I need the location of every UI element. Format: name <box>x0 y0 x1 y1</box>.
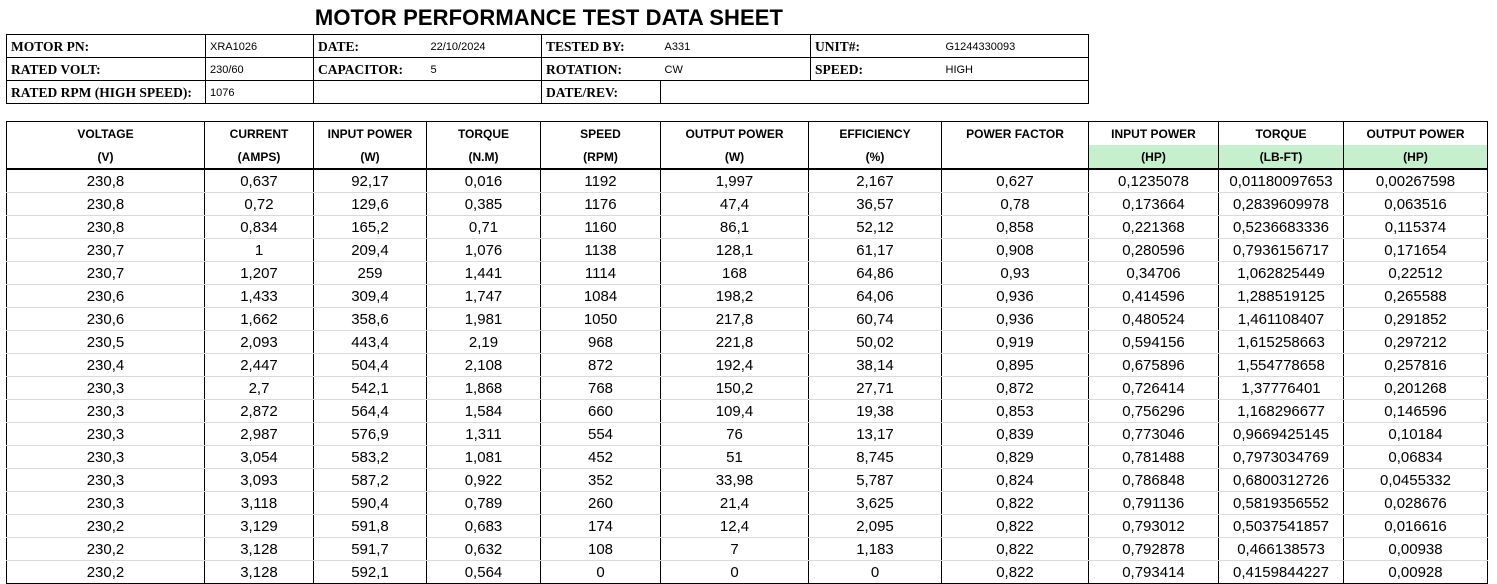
table-cell: 309,4 <box>314 285 427 308</box>
table-row <box>7 561 1488 584</box>
table-cell: 51 <box>661 446 809 469</box>
motor-pn-value: XRA1026 <box>206 35 314 58</box>
table-cell: 2,095 <box>809 515 942 538</box>
table-cell: 3,625 <box>809 492 942 515</box>
table-cell: 0,0455332 <box>1344 469 1488 492</box>
table-cell: 192,4 <box>661 354 809 377</box>
date-value: 22/10/2024 <box>427 35 542 58</box>
table-cell: 230,3 <box>7 446 205 469</box>
table-cell: 0,34706 <box>1089 262 1219 285</box>
table-cell: 50,02 <box>809 331 942 354</box>
table-cell: 0,5236683336 <box>1219 216 1344 239</box>
table-cell: 0,637 <box>205 169 314 193</box>
table-cell: 587,2 <box>314 469 427 492</box>
motor-pn-label: MOTOR PN: <box>7 35 206 58</box>
table-cell: 0,895 <box>942 354 1089 377</box>
table-cell: 2,7 <box>205 377 314 400</box>
table-cell: 21,4 <box>661 492 809 515</box>
table-cell: 0,72 <box>205 193 314 216</box>
table-cell: 230,3 <box>7 492 205 515</box>
table-row <box>7 285 1488 308</box>
table-cell: 0,919 <box>942 331 1089 354</box>
table-cell: 38,14 <box>809 354 942 377</box>
info-row-3 <box>7 81 1089 104</box>
table-cell: 452 <box>541 446 661 469</box>
table-row <box>7 216 1488 239</box>
table-cell: 198,2 <box>661 285 809 308</box>
table-cell: 0,7973034769 <box>1219 446 1344 469</box>
table-cell: 3,054 <box>205 446 314 469</box>
table-cell: 0,06834 <box>1344 446 1488 469</box>
table-cell: 128,1 <box>661 239 809 262</box>
table-cell: 209,4 <box>314 239 427 262</box>
rotation-value: CW <box>661 58 811 81</box>
table-cell: 61,17 <box>809 239 942 262</box>
table-cell: 230,6 <box>7 308 205 331</box>
empty-cell <box>942 81 1089 104</box>
table-row <box>7 469 1488 492</box>
table-row <box>7 400 1488 423</box>
table-cell: 0,2839609978 <box>1219 193 1344 216</box>
table-row <box>7 193 1488 216</box>
table-cell: 0,00938 <box>1344 538 1488 561</box>
table-cell: 1,441 <box>427 262 541 285</box>
table-cell: 1,37776401 <box>1219 377 1344 400</box>
table-cell: 1,997 <box>661 169 809 193</box>
tested-by-label: TESTED BY: <box>542 35 661 58</box>
col-header: INPUT POWER <box>1089 122 1219 146</box>
table-cell: 0,683 <box>427 515 541 538</box>
table-cell: 0,414596 <box>1089 285 1219 308</box>
table-cell: 590,4 <box>314 492 427 515</box>
table-cell: 8,745 <box>809 446 942 469</box>
table-cell: 0,1235078 <box>1089 169 1219 193</box>
table-cell: 52,12 <box>809 216 942 239</box>
col-unit: (W) <box>314 145 427 169</box>
table-cell: 0,594156 <box>1089 331 1219 354</box>
motor-info-table <box>6 34 1089 104</box>
table-cell: 352 <box>541 469 661 492</box>
table-cell: 1,081 <box>427 446 541 469</box>
table-cell: 0,822 <box>942 515 1089 538</box>
table-cell: 221,8 <box>661 331 809 354</box>
date-rev-value <box>661 81 811 104</box>
table-cell: 60,74 <box>809 308 942 331</box>
table-cell: 1,747 <box>427 285 541 308</box>
info-row-2 <box>7 58 1089 81</box>
table-cell: 1114 <box>541 262 661 285</box>
table-cell: 0,201268 <box>1344 377 1488 400</box>
table-cell: 1050 <box>541 308 661 331</box>
table-cell: 230,2 <box>7 538 205 561</box>
table-cell: 0,71 <box>427 216 541 239</box>
table-cell: 108 <box>541 538 661 561</box>
table-cell: 583,2 <box>314 446 427 469</box>
unit-row <box>7 145 1488 169</box>
table-cell: 0,781488 <box>1089 446 1219 469</box>
data-table-body <box>7 169 1488 584</box>
table-row <box>7 423 1488 446</box>
table-cell: 0,028676 <box>1344 492 1488 515</box>
speed-label: SPEED: <box>811 58 942 81</box>
table-row <box>7 492 1488 515</box>
table-cell: 230,3 <box>7 469 205 492</box>
table-cell: 3,118 <box>205 492 314 515</box>
table-row <box>7 169 1488 193</box>
col-unit: (HP) <box>1089 145 1219 169</box>
table-cell: 0,793414 <box>1089 561 1219 584</box>
table-cell: 3,128 <box>205 538 314 561</box>
table-cell: 7 <box>661 538 809 561</box>
table-cell: 0,632 <box>427 538 541 561</box>
table-cell: 0,9669425145 <box>1219 423 1344 446</box>
table-cell: 230,8 <box>7 193 205 216</box>
table-cell: 1,554778658 <box>1219 354 1344 377</box>
table-cell: 260 <box>541 492 661 515</box>
table-cell: 0,146596 <box>1344 400 1488 423</box>
table-cell: 0,257816 <box>1344 354 1488 377</box>
performance-data-table <box>6 121 1488 584</box>
table-cell: 0,829 <box>942 446 1089 469</box>
table-cell: 1,062825449 <box>1219 262 1344 285</box>
table-cell: 0,789 <box>427 492 541 515</box>
table-cell: 0,480524 <box>1089 308 1219 331</box>
table-cell: 0,726414 <box>1089 377 1219 400</box>
table-cell: 13,17 <box>809 423 942 446</box>
table-cell: 64,86 <box>809 262 942 285</box>
table-cell: 1 <box>205 239 314 262</box>
table-cell: 358,6 <box>314 308 427 331</box>
table-cell: 19,38 <box>809 400 942 423</box>
capacitor-label: CAPACITOR: <box>314 58 427 81</box>
table-cell: 1,868 <box>427 377 541 400</box>
table-cell: 217,8 <box>661 308 809 331</box>
table-row <box>7 262 1488 285</box>
table-cell: 0,466138573 <box>1219 538 1344 561</box>
table-cell: 0,908 <box>942 239 1089 262</box>
table-cell: 86,1 <box>661 216 809 239</box>
table-cell: 27,71 <box>809 377 942 400</box>
table-cell: 0,4159844227 <box>1219 561 1344 584</box>
table-cell: 0,822 <box>942 538 1089 561</box>
table-cell: 230,2 <box>7 515 205 538</box>
table-cell: 0,675896 <box>1089 354 1219 377</box>
table-cell: 0,936 <box>942 285 1089 308</box>
col-header: POWER FACTOR <box>942 122 1089 146</box>
table-cell: 230,5 <box>7 331 205 354</box>
table-row <box>7 538 1488 561</box>
table-cell: 768 <box>541 377 661 400</box>
col-header: CURRENT <box>205 122 314 146</box>
header-row <box>7 122 1488 146</box>
table-cell: 0,756296 <box>1089 400 1219 423</box>
table-cell: 0,822 <box>942 492 1089 515</box>
table-cell: 0,922 <box>427 469 541 492</box>
table-cell: 76 <box>661 423 809 446</box>
table-row <box>7 515 1488 538</box>
empty-cell <box>427 81 542 104</box>
table-cell: 2,987 <box>205 423 314 446</box>
table-cell: 1,433 <box>205 285 314 308</box>
table-cell: 1084 <box>541 285 661 308</box>
table-cell: 504,4 <box>314 354 427 377</box>
table-row <box>7 377 1488 400</box>
table-cell: 0,22512 <box>1344 262 1488 285</box>
col-unit: (N.M) <box>427 145 541 169</box>
date-rev-label: DATE/REV: <box>542 81 661 104</box>
table-cell: 3,128 <box>205 561 314 584</box>
col-header: INPUT POWER <box>314 122 427 146</box>
table-cell: 2,447 <box>205 354 314 377</box>
table-cell: 230,7 <box>7 262 205 285</box>
table-cell: 230,2 <box>7 561 205 584</box>
table-cell: 36,57 <box>809 193 942 216</box>
empty-cell <box>811 81 942 104</box>
table-cell: 230,3 <box>7 400 205 423</box>
table-cell: 230,8 <box>7 169 205 193</box>
table-cell: 230,3 <box>7 377 205 400</box>
table-cell: 0,824 <box>942 469 1089 492</box>
table-cell: 1,584 <box>427 400 541 423</box>
table-cell: 0,627 <box>942 169 1089 193</box>
table-cell: 554 <box>541 423 661 446</box>
table-cell: 230,3 <box>7 423 205 446</box>
table-cell: 872 <box>541 354 661 377</box>
table-cell: 259 <box>314 262 427 285</box>
table-cell: 64,06 <box>809 285 942 308</box>
col-unit: (HP) <box>1344 145 1488 169</box>
table-cell: 109,4 <box>661 400 809 423</box>
rated-volt-value: 230/60 <box>206 58 314 81</box>
unit-value: G1244330093 <box>942 35 1089 58</box>
table-cell: 2,872 <box>205 400 314 423</box>
col-header: OUTPUT POWER <box>1344 122 1488 146</box>
table-cell: 1,168296677 <box>1219 400 1344 423</box>
table-cell: 92,17 <box>314 169 427 193</box>
table-cell: 0,5037541857 <box>1219 515 1344 538</box>
table-cell: 47,4 <box>661 193 809 216</box>
table-cell: 0,872 <box>942 377 1089 400</box>
table-cell: 230,4 <box>7 354 205 377</box>
table-cell: 0,280596 <box>1089 239 1219 262</box>
table-cell: 0,016616 <box>1344 515 1488 538</box>
table-row <box>7 446 1488 469</box>
table-cell: 0,115374 <box>1344 216 1488 239</box>
table-cell: 0,5819356552 <box>1219 492 1344 515</box>
rated-rpm-label: RATED RPM (HIGH SPEED): <box>7 81 206 104</box>
table-cell: 0,7936156717 <box>1219 239 1344 262</box>
table-row <box>7 354 1488 377</box>
table-cell: 968 <box>541 331 661 354</box>
table-cell: 1192 <box>541 169 661 193</box>
table-cell: 0,01180097653 <box>1219 169 1344 193</box>
table-cell: 150,2 <box>661 377 809 400</box>
table-cell: 1,615258663 <box>1219 331 1344 354</box>
table-cell: 0,00928 <box>1344 561 1488 584</box>
table-cell: 0,936 <box>942 308 1089 331</box>
table-cell: 0,564 <box>427 561 541 584</box>
table-cell: 230,7 <box>7 239 205 262</box>
table-cell: 0,171654 <box>1344 239 1488 262</box>
date-label: DATE: <box>314 35 427 58</box>
table-cell: 1160 <box>541 216 661 239</box>
capacitor-value: 5 <box>427 58 542 81</box>
table-cell: 591,7 <box>314 538 427 561</box>
table-cell: 0,221368 <box>1089 216 1219 239</box>
table-cell: 2,167 <box>809 169 942 193</box>
table-cell: 1,207 <box>205 262 314 285</box>
table-cell: 0,93 <box>942 262 1089 285</box>
table-cell: 174 <box>541 515 661 538</box>
table-cell: 660 <box>541 400 661 423</box>
table-cell: 0,291852 <box>1344 308 1488 331</box>
table-cell: 1,311 <box>427 423 541 446</box>
table-cell: 168 <box>661 262 809 285</box>
table-cell: 0,822 <box>942 561 1089 584</box>
table-cell: 0,839 <box>942 423 1089 446</box>
table-cell: 3,093 <box>205 469 314 492</box>
table-cell: 542,1 <box>314 377 427 400</box>
table-cell: 564,4 <box>314 400 427 423</box>
table-cell: 0,385 <box>427 193 541 216</box>
col-unit <box>942 145 1089 169</box>
table-cell: 1,183 <box>809 538 942 561</box>
table-cell: 591,8 <box>314 515 427 538</box>
table-cell: 443,4 <box>314 331 427 354</box>
table-cell: 0,78 <box>942 193 1089 216</box>
table-cell: 3,129 <box>205 515 314 538</box>
col-header: VOLTAGE <box>7 122 205 146</box>
col-unit: (LB-FT) <box>1219 145 1344 169</box>
table-cell: 0,063516 <box>1344 193 1488 216</box>
table-cell: 230,6 <box>7 285 205 308</box>
table-cell: 0 <box>541 561 661 584</box>
table-cell: 0,773046 <box>1089 423 1219 446</box>
table-row <box>7 308 1488 331</box>
table-cell: 0,853 <box>942 400 1089 423</box>
table-cell: 0 <box>661 561 809 584</box>
table-cell: 0,016 <box>427 169 541 193</box>
table-cell: 0,791136 <box>1089 492 1219 515</box>
table-cell: 0,10184 <box>1344 423 1488 446</box>
col-header: SPEED <box>541 122 661 146</box>
unit-label: UNIT#: <box>811 35 942 58</box>
rotation-label: ROTATION: <box>542 58 661 81</box>
table-cell: 0 <box>809 561 942 584</box>
table-cell: 230,8 <box>7 216 205 239</box>
col-header: EFFICIENCY <box>809 122 942 146</box>
table-cell: 5,787 <box>809 469 942 492</box>
col-unit: (V) <box>7 145 205 169</box>
table-cell: 0,00267598 <box>1344 169 1488 193</box>
table-cell: 0,834 <box>205 216 314 239</box>
table-cell: 1176 <box>541 193 661 216</box>
table-cell: 2,108 <box>427 354 541 377</box>
table-cell: 592,1 <box>314 561 427 584</box>
tested-by-value: A331 <box>661 35 811 58</box>
table-cell: 1138 <box>541 239 661 262</box>
col-header: TORQUE <box>427 122 541 146</box>
table-cell: 0,858 <box>942 216 1089 239</box>
table-cell: 0,786848 <box>1089 469 1219 492</box>
table-cell: 129,6 <box>314 193 427 216</box>
table-cell: 0,265588 <box>1344 285 1488 308</box>
table-cell: 12,4 <box>661 515 809 538</box>
table-cell: 2,093 <box>205 331 314 354</box>
table-cell: 576,9 <box>314 423 427 446</box>
info-row-1 <box>7 35 1089 58</box>
sheet-title: MOTOR PERFORMANCE TEST DATA SHEET <box>314 5 784 30</box>
rated-rpm-value: 1076 <box>206 81 314 104</box>
col-unit: (W) <box>661 145 809 169</box>
table-cell: 165,2 <box>314 216 427 239</box>
table-cell: 1,981 <box>427 308 541 331</box>
col-header: TORQUE <box>1219 122 1344 146</box>
table-row <box>7 239 1488 262</box>
table-cell: 2,19 <box>427 331 541 354</box>
table-cell: 1,461108407 <box>1219 308 1344 331</box>
table-cell: 1,076 <box>427 239 541 262</box>
table-cell: 0,792878 <box>1089 538 1219 561</box>
col-header: OUTPUT POWER <box>661 122 809 146</box>
col-unit: (%) <box>809 145 942 169</box>
table-cell: 1,662 <box>205 308 314 331</box>
table-cell: 33,98 <box>661 469 809 492</box>
table-cell: 0,793012 <box>1089 515 1219 538</box>
table-row <box>7 331 1488 354</box>
table-cell: 0,6800312726 <box>1219 469 1344 492</box>
table-cell: 1,288519125 <box>1219 285 1344 308</box>
speed-value: HIGH <box>942 58 1089 81</box>
empty-cell <box>314 81 427 104</box>
col-unit: (RPM) <box>541 145 661 169</box>
col-unit: (AMPS) <box>205 145 314 169</box>
table-cell: 0,173664 <box>1089 193 1219 216</box>
rated-volt-label: RATED VOLT: <box>7 58 206 81</box>
table-cell: 0,297212 <box>1344 331 1488 354</box>
